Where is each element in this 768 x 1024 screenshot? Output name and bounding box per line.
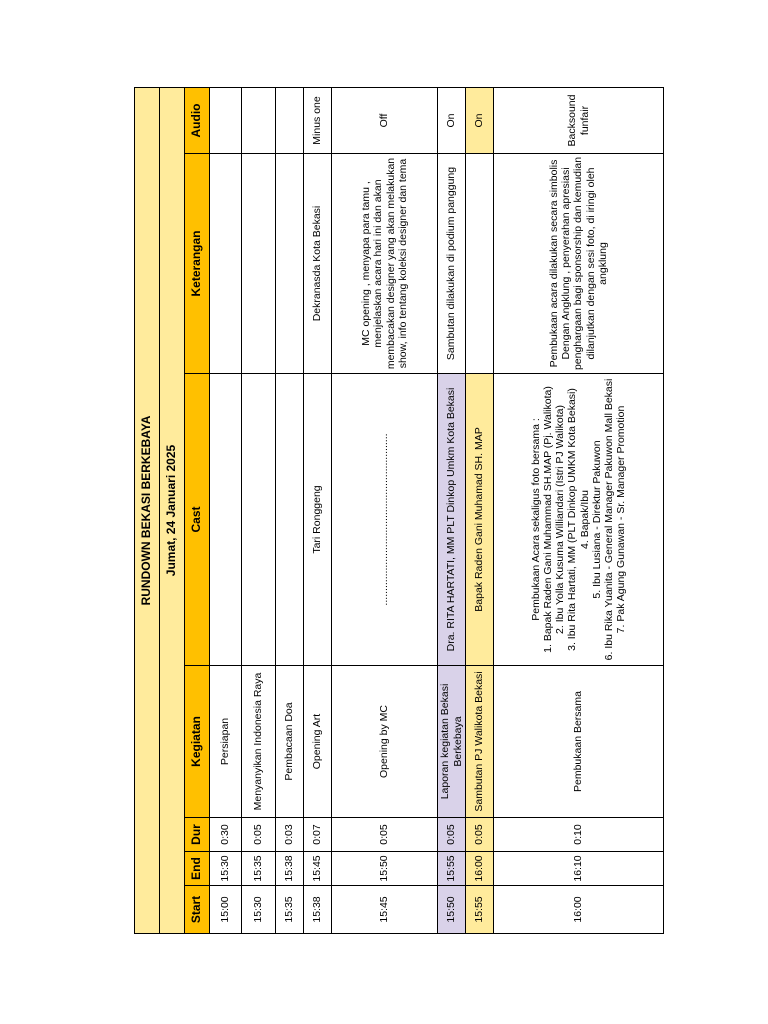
header-row bbox=[185, 87, 210, 933]
cell-start: 15:38 bbox=[304, 886, 332, 934]
rundown-table bbox=[134, 87, 664, 934]
header-dur: Dur bbox=[185, 818, 210, 852]
cell-cast bbox=[494, 374, 664, 666]
cell-keterangan: Dekranasda Kota Bekasi bbox=[304, 154, 332, 374]
cell-start: 15:00 bbox=[210, 886, 242, 934]
cell-kegiatan: Pembukaan Bersama bbox=[494, 666, 664, 818]
cell-keterangan bbox=[466, 154, 494, 374]
table-row bbox=[276, 87, 304, 933]
cell-kegiatan: Persiapan bbox=[210, 666, 242, 818]
cell-dur: 0:07 bbox=[304, 818, 332, 852]
cast-line: 2. Ibu Yolla Kusuma Williandari (Istri PJ Walikota) bbox=[554, 405, 567, 634]
cell-audio: Off bbox=[332, 87, 438, 153]
cast-line: 6. Ibu Rika Yuanita - General Manager Pakuwon Mall Bekasi bbox=[602, 378, 615, 661]
cell-dur: 0:05 bbox=[438, 818, 466, 852]
cell-audio: Backsound funfair bbox=[494, 87, 664, 153]
cell-start: 15:55 bbox=[466, 886, 494, 934]
cell-audio bbox=[210, 87, 242, 153]
cell-keterangan bbox=[210, 154, 242, 374]
cell-end: 15:30 bbox=[210, 852, 242, 886]
table-row bbox=[438, 87, 466, 933]
cell-cast bbox=[276, 374, 304, 666]
cast-line: 4. Bapak/Ibu bbox=[578, 490, 591, 549]
table-row bbox=[304, 87, 332, 933]
cell-audio: Minus one bbox=[304, 87, 332, 153]
cell-audio: On bbox=[466, 87, 494, 153]
cell-cast bbox=[210, 374, 242, 666]
cell-audio bbox=[242, 87, 276, 153]
cell-cast: Tari Ronggeng bbox=[304, 374, 332, 666]
subtitle-row bbox=[160, 87, 185, 933]
cell-keterangan: Sambutan dilakukan di podium panggung bbox=[438, 154, 466, 374]
cell-audio: On bbox=[438, 87, 466, 153]
cell-audio bbox=[276, 87, 304, 153]
cell-keterangan bbox=[242, 154, 276, 374]
header-audio: Audio bbox=[185, 87, 210, 153]
cell-dur: 0:05 bbox=[332, 818, 438, 852]
title-row bbox=[135, 87, 160, 933]
cell-dur: 0:30 bbox=[210, 818, 242, 852]
cast-line: Pembukaan Acara sekaligus foto bersama : bbox=[530, 418, 543, 621]
cell-start: 15:35 bbox=[276, 886, 304, 934]
cell-end: 15:35 bbox=[242, 852, 276, 886]
table-row bbox=[210, 87, 242, 933]
table-row bbox=[332, 87, 438, 933]
cell-end: 15:50 bbox=[332, 852, 438, 886]
cell-cast: Bapak Raden Gani Muhamad SH. MAP bbox=[466, 374, 494, 666]
cell-start: 15:45 bbox=[332, 886, 438, 934]
cell-end: 16:10 bbox=[494, 852, 664, 886]
cell-dur: 0:10 bbox=[494, 818, 664, 852]
cell-start: 15:50 bbox=[438, 886, 466, 934]
cell-kegiatan: Menyanyikan Indonesia Raya bbox=[242, 666, 276, 818]
cell-dur: 0:05 bbox=[466, 818, 494, 852]
cell-cast bbox=[242, 374, 276, 666]
header-end: End bbox=[185, 852, 210, 886]
header-kegiatan: Kegiatan bbox=[185, 666, 210, 818]
cell-start: 16:00 bbox=[494, 886, 664, 934]
table-row bbox=[466, 87, 494, 933]
cell-dur: 0:03 bbox=[276, 818, 304, 852]
table-row bbox=[494, 87, 664, 933]
cell-cast: Dra. RITA HARTATI, MM PLT Dinkop Umkm Kota Bekasi bbox=[438, 374, 466, 666]
cell-kegiatan: Pembacaan Doa bbox=[276, 666, 304, 818]
cell-kegiatan: Opening Art bbox=[304, 666, 332, 818]
cell-keterangan bbox=[276, 154, 304, 374]
cell-kegiatan: Sambutan PJ Walikota Bekasi bbox=[466, 666, 494, 818]
cell-keterangan: MC opening , menyapa para tamu , menjelaskan acara hari ini dan akan membacakan designer yang akan melakukan show, info tentang koleksi designer dan tema bbox=[332, 154, 438, 374]
cast-line: 5. Ibu Lusiana - Direktur Pakuwon bbox=[590, 440, 603, 599]
cell-end: 15:55 bbox=[438, 852, 466, 886]
cell-cast: ........................................................... bbox=[332, 374, 438, 666]
cast-line: 7. Pak Agung Gunawan - Sr. Manager Promotion bbox=[614, 405, 627, 634]
cast-line: 3. Ibu Rita Hartati, MM (PLT Dinkop UMKM Kota Bekasi) bbox=[566, 388, 579, 651]
sheet-date: Jumat, 24 Januari 2025 bbox=[160, 87, 185, 933]
cell-kegiatan: Opening by MC bbox=[332, 666, 438, 818]
sheet-title: RUNDOWN BEKASI BERKEBAYA bbox=[135, 87, 160, 933]
header-start: Start bbox=[185, 886, 210, 934]
header-keterangan: Keterangan bbox=[185, 154, 210, 374]
header-cast: Cast bbox=[185, 374, 210, 666]
cell-dur: 0:05 bbox=[242, 818, 276, 852]
cell-end: 15:38 bbox=[276, 852, 304, 886]
cell-end: 15:45 bbox=[304, 852, 332, 886]
cell-start: 15:30 bbox=[242, 886, 276, 934]
cell-end: 16:00 bbox=[466, 852, 494, 886]
table-row bbox=[242, 87, 276, 933]
rotated-rundown-sheet bbox=[134, 88, 648, 934]
cell-keterangan: Pembukaan acara dilakukan secara simbolis Dengan Angklung , penyerahan apresiasi penghargaan bagi sponsorship dan kemudian dilanjutkan dengan sesi foto, di iringi oleh angklung bbox=[494, 154, 664, 374]
cell-kegiatan: Laporan kegiatan Bekasi Berkebaya bbox=[438, 666, 466, 818]
cast-line: 1. Bapak Raden Gani Muhammad SH.MAP (Pj. Walikota) bbox=[542, 386, 555, 653]
